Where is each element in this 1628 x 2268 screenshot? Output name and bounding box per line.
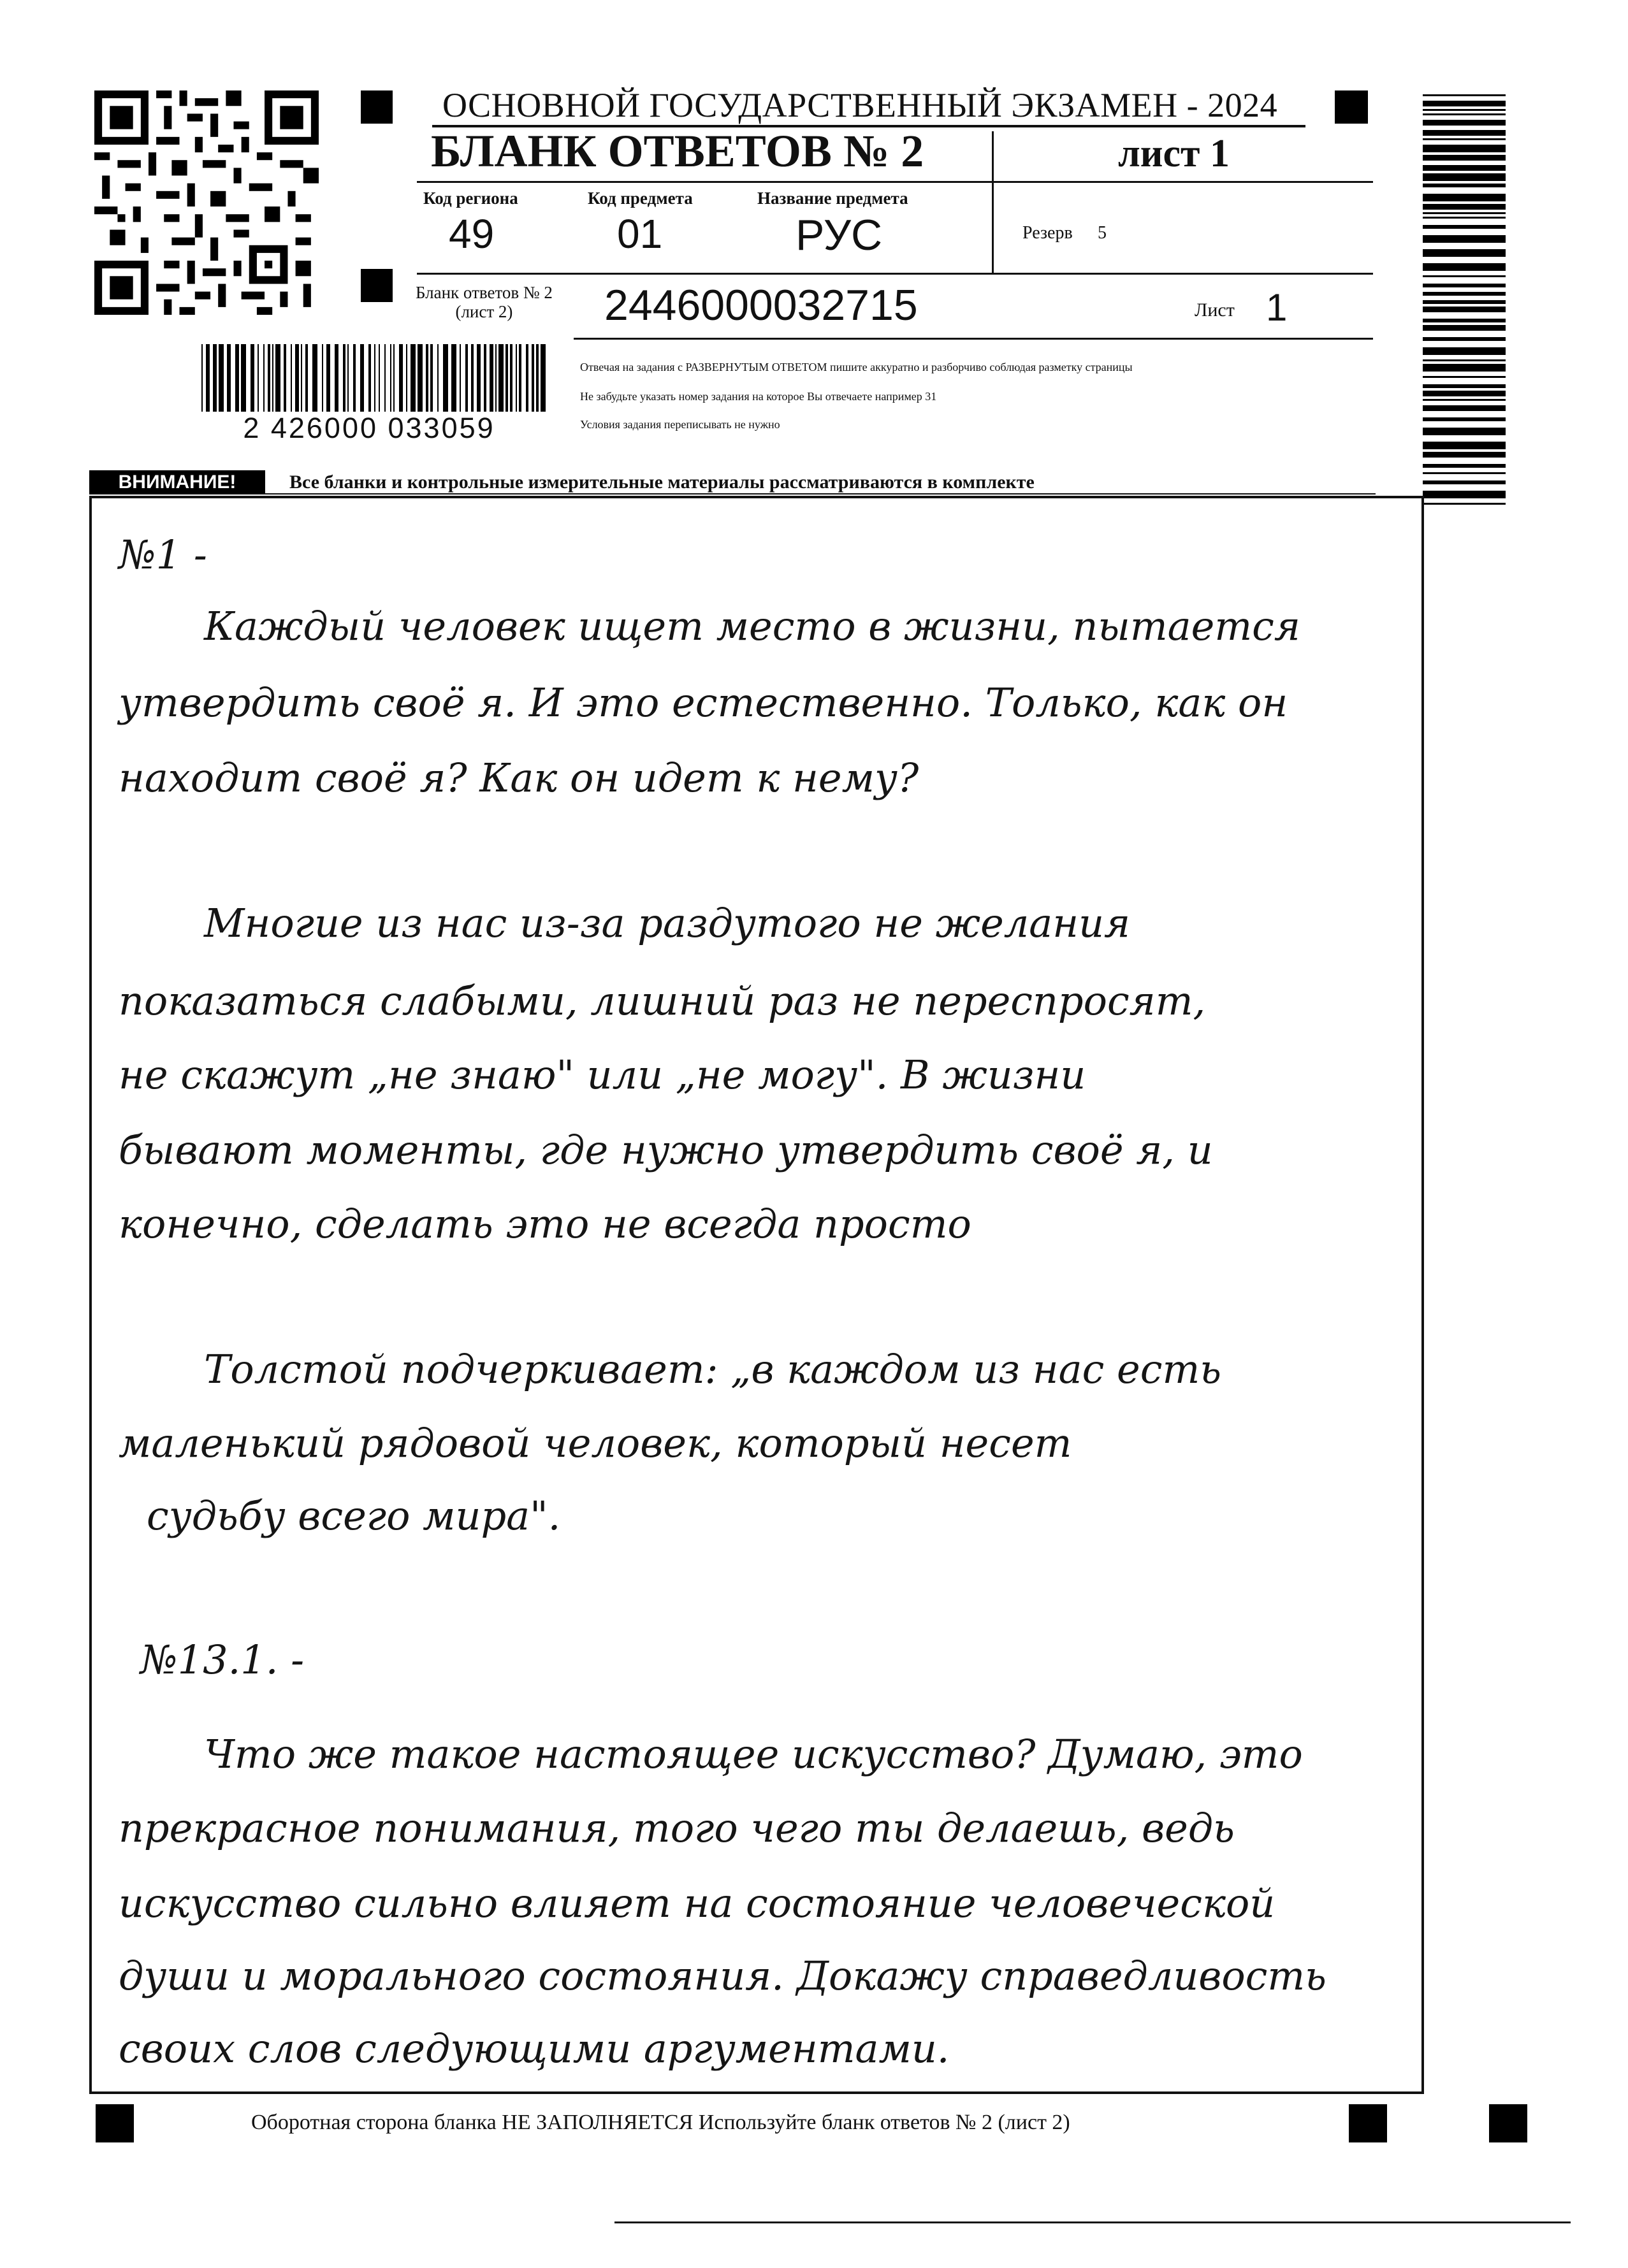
header-row-line (417, 181, 1373, 183)
qr-code (94, 90, 319, 315)
side-barcode-bar (1423, 130, 1506, 136)
subject-code-label: Код предмета (588, 189, 693, 208)
side-barcode-bar (1423, 194, 1506, 201)
corner-marker-bottom-left (96, 2104, 134, 2142)
reserve-label: Резерв (1022, 223, 1073, 243)
barcode-bar (532, 344, 534, 412)
barcode-bar (437, 344, 439, 412)
answer-area[interactable] (89, 496, 1424, 2094)
side-barcode-bar (1423, 165, 1506, 171)
answer-line: №13.1. - (140, 1636, 305, 1683)
barcode-bar (490, 344, 493, 412)
instruction-3: Условия задания переписывать не нужно (580, 418, 780, 431)
barcode-bar (399, 344, 403, 412)
side-barcode-bar (1423, 120, 1506, 126)
barcode-bar (312, 344, 317, 412)
sheet-label: лист 1 (1118, 132, 1230, 175)
instruction-1: Отвечая на задания с РАЗВЕРНУТЫМ ОТВЕТОМ пишите аккуратно и разборчиво соблюдая разметку страницы (580, 361, 1133, 373)
barcode-bar (326, 344, 330, 412)
side-barcode-bar (1423, 284, 1506, 287)
side-barcode-bar (1423, 109, 1506, 111)
sheet2-label-line1: Бланк ответов № 2 (416, 283, 553, 302)
barcode-bar (213, 344, 217, 412)
side-barcode-bar (1423, 155, 1506, 161)
side-barcode-bar (1423, 384, 1506, 388)
answer-line: не скажут „не знаю" или „не могу". В жизни (119, 1051, 1086, 1098)
barcode-bar (272, 344, 273, 412)
footer-rule (614, 2221, 1571, 2223)
subject-name-value: РУС (796, 211, 883, 259)
barcode-bar (418, 344, 423, 412)
region-value: 49 (449, 211, 495, 257)
answer-line: бывают моменты, где нужно утвердить своё я, и (119, 1127, 1213, 1173)
header-vertical-divider (992, 131, 994, 273)
corner-marker-mid-left (361, 269, 393, 302)
barcode-bar (347, 344, 349, 412)
side-barcode-bar (1423, 325, 1506, 331)
list-label: Лист (1195, 300, 1235, 321)
sheet2-underline (574, 338, 1373, 340)
barcode (201, 344, 546, 412)
answer-line: души и морального состояния. Докажу справедливость (119, 1953, 1326, 1999)
side-barcode-bar (1423, 472, 1506, 474)
barcode-bar (536, 344, 539, 412)
reserve-value: 5 (1098, 223, 1107, 243)
instruction-2: Не забудьте указать номер задания на которое Вы отвечаете например 31 (580, 390, 937, 403)
barcode-bar (451, 344, 456, 412)
answer-line: конечно, сделать это не всегда просто (119, 1201, 971, 1247)
barcode-bar (477, 344, 481, 412)
side-barcode-bar (1423, 359, 1506, 361)
barcode-bar (516, 344, 517, 412)
barcode-bar (426, 344, 428, 412)
side-barcode-bar (1423, 225, 1506, 229)
side-barcode-bar (1423, 464, 1506, 468)
barcode-bar (263, 344, 265, 412)
side-barcode-bar (1423, 138, 1506, 140)
barcode-bar (353, 344, 356, 412)
sheet2-label-line2: (лист 2) (455, 302, 513, 321)
barcode-bar (251, 344, 254, 412)
side-barcode-bar (1423, 307, 1506, 312)
answer-line: своих слов следующими аргументами. (119, 2025, 950, 2072)
answer-line: Каждый человек ищет место в жизни, пытается (204, 603, 1300, 649)
barcode-bar (227, 344, 231, 412)
barcode-bar (484, 344, 486, 412)
answer-line: №1 - (119, 531, 207, 578)
side-barcode-bar (1423, 204, 1506, 210)
corner-marker-bottom-right-2 (1489, 2104, 1527, 2142)
barcode-bar (505, 344, 508, 412)
side-barcode-bar (1423, 364, 1506, 372)
side-barcode-bar (1423, 212, 1506, 214)
side-barcode-bar (1423, 503, 1506, 505)
side-barcode-bar (1423, 101, 1506, 106)
barcode-bar (390, 344, 391, 412)
barcode-bar (384, 344, 386, 412)
barcode-bar (275, 344, 280, 412)
barcode-bar (360, 344, 364, 412)
barcode-bar (368, 344, 371, 412)
side-barcode-bar (1423, 145, 1506, 152)
subject-code-value: 01 (617, 211, 663, 257)
side-barcode-bar (1423, 405, 1506, 411)
side-barcode-bar (1423, 452, 1506, 458)
barcode-bar (295, 344, 299, 412)
side-barcode-bar (1423, 399, 1506, 401)
answer-line: утвердить своё я. И это естественно. Только, как он (119, 679, 1288, 726)
barcode-bar (379, 344, 380, 412)
barcode-bar (305, 344, 308, 412)
side-barcode-bar (1423, 376, 1506, 378)
barcode-bar (322, 344, 323, 412)
list-value: 1 (1266, 286, 1288, 329)
corner-marker-top-right (1335, 90, 1368, 124)
warning-text: Все бланки и контрольные измерительные материалы рассматриваются в комплекте (289, 472, 1035, 493)
barcode-bar (268, 344, 270, 412)
barcode-bar (219, 344, 224, 412)
side-barcode-bar (1423, 275, 1506, 277)
corner-marker-bottom-right-1 (1349, 2104, 1387, 2142)
side-barcode-bar (1423, 347, 1506, 355)
side-barcode-bar (1423, 292, 1506, 296)
side-barcode-bar (1423, 491, 1506, 498)
barcode-bar (526, 344, 528, 412)
barcode-bar (443, 344, 448, 412)
side-barcode-bar (1423, 480, 1506, 484)
answer-line: находит своё я? Как он идет к нему? (119, 755, 919, 801)
barcode-bar (471, 344, 474, 412)
barcode-bar (335, 344, 338, 412)
header-bottom-line (417, 273, 1373, 275)
side-barcode (1423, 94, 1506, 509)
barcode-bar (393, 344, 395, 412)
region-label: Код региона (423, 189, 518, 208)
side-barcode-bar (1423, 337, 1506, 341)
barcode-bar (284, 344, 286, 412)
barcode-bar (430, 344, 433, 412)
answer-line: прекрасное понимания, того чего ты делаешь, ведь (119, 1805, 1235, 1851)
barcode-bar (495, 344, 497, 412)
barcode-bar (411, 344, 416, 412)
barcode-bar (465, 344, 468, 412)
side-barcode-bar (1423, 235, 1506, 243)
barcode-bar (541, 344, 546, 412)
barcode-bar (201, 344, 203, 412)
side-barcode-bar (1423, 249, 1506, 257)
answer-line: маленький рядовой человек, который несет (119, 1420, 1072, 1466)
side-barcode-bar (1423, 173, 1506, 181)
side-barcode-bar (1423, 428, 1506, 435)
corner-marker-top-left (361, 90, 393, 124)
side-barcode-bar (1423, 300, 1506, 304)
answer-line: судьбу всего мира". (147, 1492, 561, 1539)
barcode-bar (498, 344, 504, 412)
footer-text: Оборотная сторона бланка НЕ ЗАПОЛНЯЕТСЯ Используйте бланк ответов № 2 (лист 2) (251, 2111, 1070, 2134)
warning-badge: ВНИМАНИЕ! (89, 470, 265, 495)
barcode-bar (206, 344, 210, 412)
side-barcode-bar (1423, 442, 1506, 449)
barcode-bar (343, 344, 345, 412)
side-barcode-bar (1423, 263, 1506, 271)
subject-name-label: Название предмета (757, 189, 908, 208)
answer-line: Многие из нас из-за раздутого не желания (204, 900, 1131, 946)
barcode-bar (301, 344, 302, 412)
barcode-bar (258, 344, 259, 412)
barcode-bar (510, 344, 512, 412)
side-barcode-bar (1423, 217, 1506, 219)
answer-line: показаться слабыми, лишний раз не переспросят, (119, 978, 1206, 1024)
answer-line: Что же такое настоящее искусство? Думаю, это (204, 1731, 1303, 1777)
barcode-bar (291, 344, 292, 412)
side-barcode-bar (1423, 319, 1506, 322)
sheet2-number: 2446000032715 (604, 281, 918, 329)
side-barcode-bar (1423, 391, 1506, 396)
barcode-bar (241, 344, 246, 412)
exam-title: ОСНОВНОЙ ГОСУДАРСТВЕННЫЙ ЭКЗАМЕН - 2024 (442, 86, 1278, 124)
sheet2-label (416, 283, 553, 321)
form-title: БЛАНК ОТВЕТОВ № 2 (431, 126, 924, 177)
side-barcode-bar (1423, 184, 1506, 187)
side-barcode-bar (1423, 113, 1506, 115)
barcode-bar (374, 344, 375, 412)
barcode-number: 2 426000 033059 (243, 412, 495, 444)
barcode-bar (519, 344, 521, 412)
barcode-bar (406, 344, 407, 412)
barcode-bar (235, 344, 239, 412)
answer-line: Толстой подчеркивает: „в каждом из нас есть (204, 1346, 1221, 1392)
answer-line: искусство сильно влияет на состояние человеческой (119, 1880, 1276, 1926)
side-barcode-bar (1423, 94, 1506, 96)
barcode-bar (460, 344, 461, 412)
side-barcode-bar (1423, 417, 1506, 421)
warning-underline (89, 493, 1376, 495)
